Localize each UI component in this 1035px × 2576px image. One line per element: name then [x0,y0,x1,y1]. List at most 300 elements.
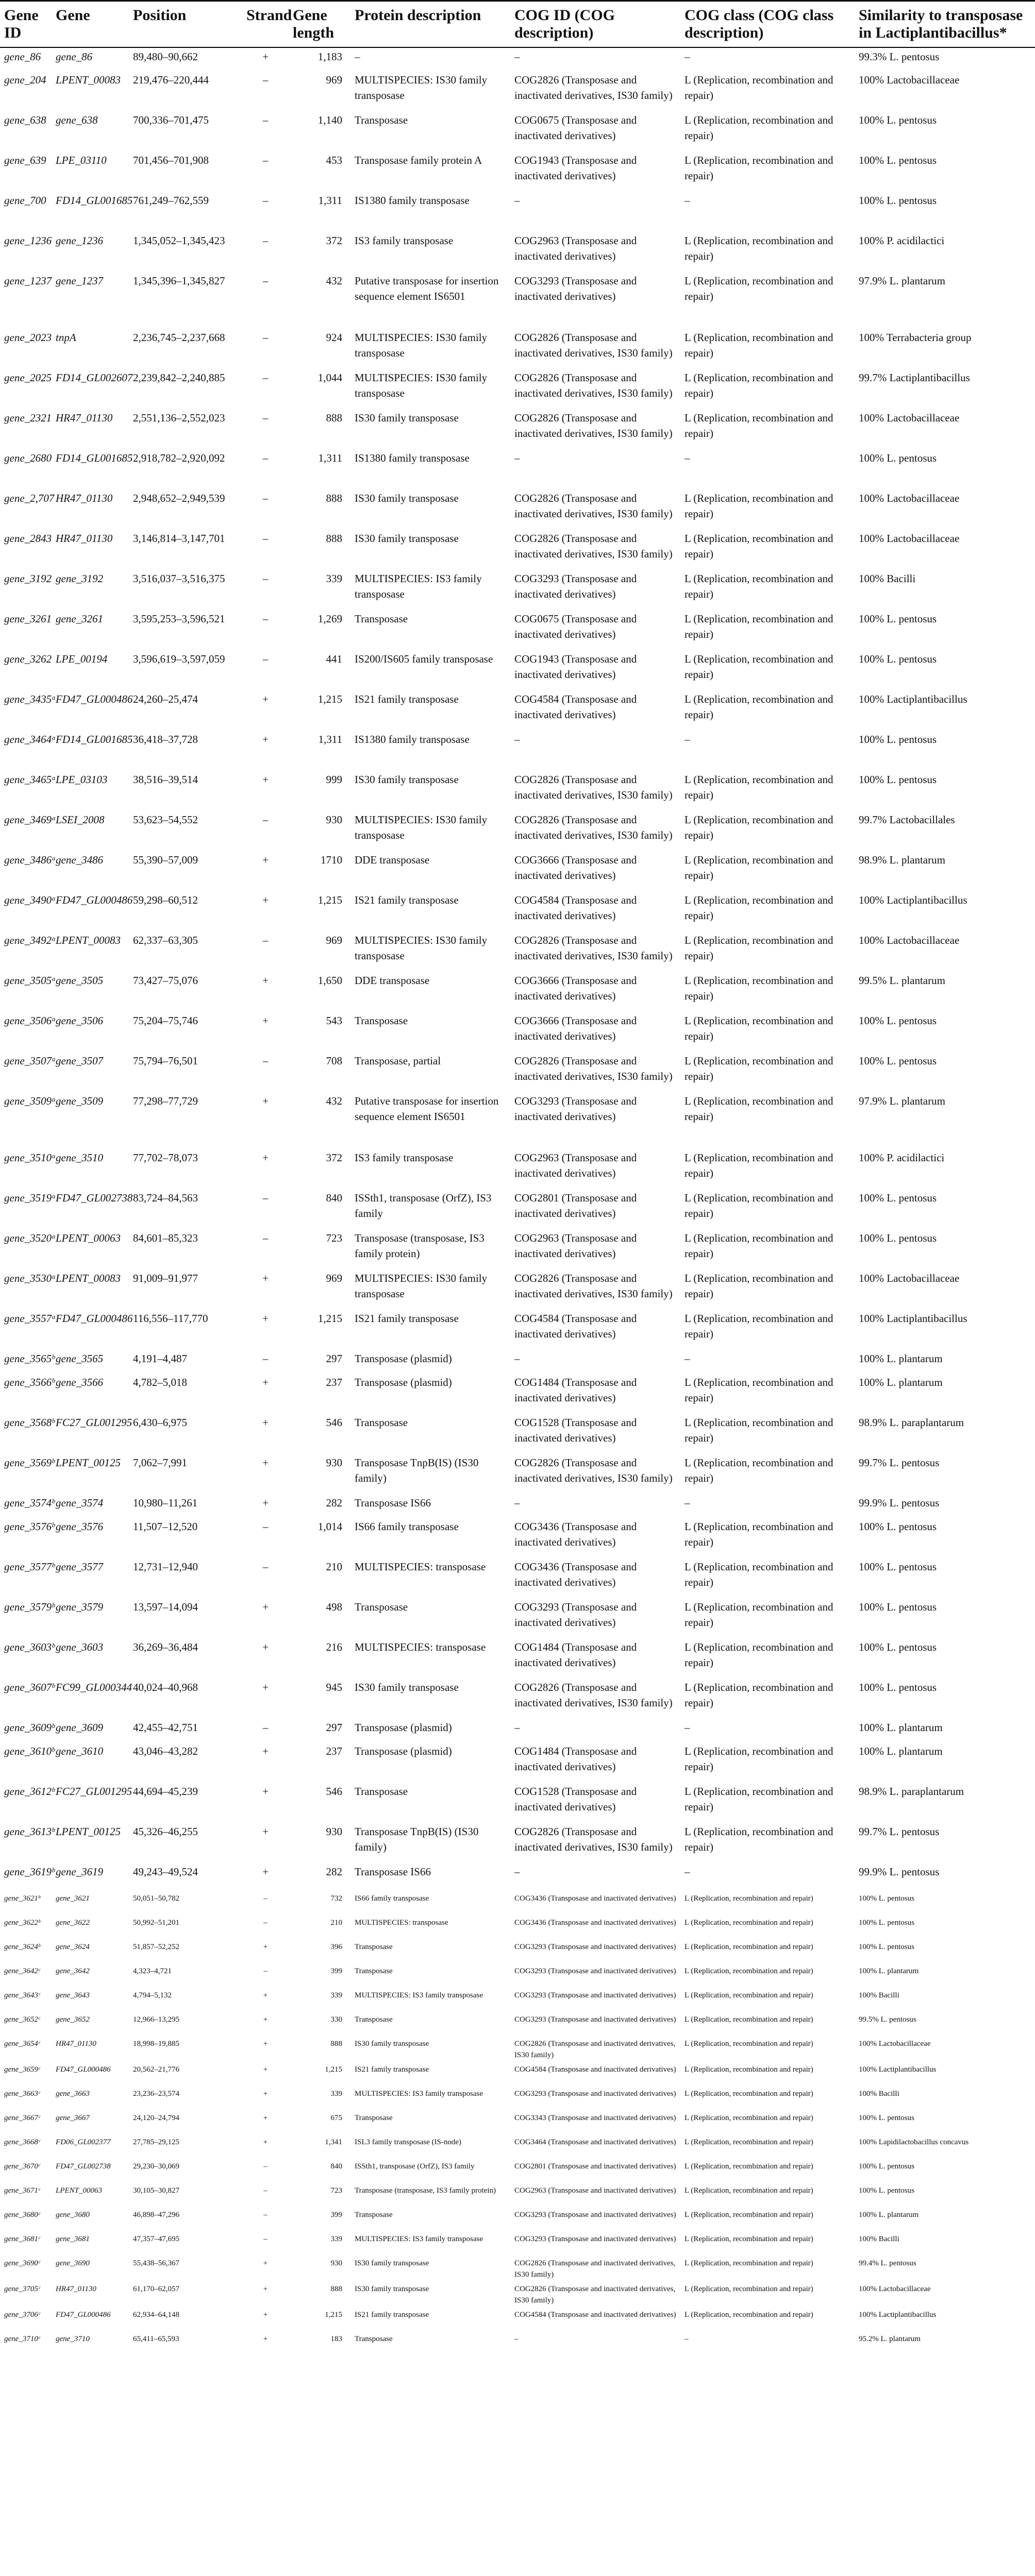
cell-gene-id: gene_3609ᵇ [4,1721,55,1734]
cell-protein-description: IS21 family transposase [355,2065,429,2074]
cell-protein-description: IS66 family transposase [355,1520,459,1533]
cell-gene-length: 924 [326,331,342,344]
cell-similarity: 99.7% Lactiplantibacillus [859,371,970,384]
cell-gene: gene_3486 [56,854,104,866]
cell-similarity: 99.3% L. pentosus [859,50,940,63]
cell-cog-id: COG2963 (Transposase and inactivated derivatives) [514,1151,637,1179]
cell-gene: gene_3576 [56,1520,104,1533]
cell-gene: LPENT_00083 [56,74,121,86]
cell-gene: LPENT_00083 [56,1272,121,1284]
cell-gene-length: 1,183 [318,50,342,63]
cell-strand: + [262,1866,269,1878]
cell-similarity: 99.9% L. pentosus [859,1497,940,1509]
col-gene: Gene [52,1,129,48]
cell-cog-class: – [685,733,690,745]
cell-gene: FD14_GL001685 [56,733,133,745]
cell-protein-description: IS30 family transposase [355,412,459,424]
cell-gene-id: gene_3690ᶜ [4,2259,40,2267]
cell-protein-description: Putative transposase for insertion sequence element IS6501 [355,1095,499,1123]
cell-cog-class: L (Replication, recombination and repair) [685,1376,833,1404]
cell-cog-class: – [685,1352,690,1365]
cell-gene-id: gene_3192 [4,572,52,585]
cell-gene-id: gene_3652ᶜ [4,2015,40,2024]
cell-protein-description: MULTISPECIES: transposase [355,1561,486,1573]
cell-cog-class: L (Replication, recombination and repair) [685,412,833,439]
table-row [0,1189,1035,1229]
cell-gene: gene_3652 [56,2015,90,2024]
cell-cog-class: L (Replication, recombination and repair) [685,1967,813,1975]
cell-cog-id: COG2826 (Transposase and inactivated derivatives, IS30 family) [514,1681,673,1709]
cell-gene: gene_3566 [56,1376,104,1388]
cell-similarity: 100% Bacilli [859,1991,899,1999]
cell-cog-id: COG4584 (Transposase and inactivated derivatives) [514,2065,676,2074]
cell-similarity: 100% Lactiplantibacillus [859,693,967,705]
header-row [0,1,1035,48]
cell-similarity: 100% Lactobacillaceae [859,934,960,946]
cell-cog-class: – [685,1866,690,1878]
cell-cog-id: COG2826 (Transposase and inactivated derivatives, IS30 family) [514,412,673,439]
table-row [0,1863,1035,1890]
cell-gene-id: gene_3505ᵃ [4,974,56,987]
table-row [0,2035,1035,2061]
cell-position: 1,345,052–1,345,423 [133,234,225,247]
cell-gene: gene_3609 [56,1721,104,1734]
col-position: Position [129,1,242,48]
cell-strand: – [263,1919,268,1927]
cell-strand: + [262,1785,269,1798]
cell-gene-id: gene_3681ᶜ [4,2235,40,2243]
cell-strand: – [263,2162,268,2171]
cell-gene-id: gene_3670ᶜ [4,2162,40,2171]
cell-protein-description: MULTISPECIES: IS3 family transposase [355,2235,483,2243]
cell-position: 12,731–12,940 [133,1561,198,1573]
cell-protein-description: IS21 family transposase [355,2311,429,2319]
cell-similarity: 99.5% L. plantarum [859,974,945,987]
cell-position: 2,948,652–2,949,539 [133,492,225,504]
cell-similarity: 100% L. pentosus [859,733,937,745]
cell-cog-class: L (Replication, recombination and repair) [685,154,833,182]
cell-cog-id: COG0675 (Transposase and inactivated derivatives) [514,114,637,142]
cell-similarity: 100% L. plantarum [859,1967,919,1975]
cell-gene-id: gene_3642ᶜ [4,1967,40,1975]
cell-gene-length: 1710 [321,854,342,866]
cell-gene-length: 330 [330,2015,342,2024]
cell-strand: + [263,2259,268,2267]
cell-protein-description: MULTISPECIES: IS30 family transposase [355,74,488,101]
cell-cog-id: COG3293 (Transposase and inactivated derivatives) [514,2090,676,2098]
cell-position: 6,430–6,975 [133,1416,187,1429]
cell-cog-id: – [514,1721,520,1734]
cell-gene: HR47_01130 [56,532,113,545]
cell-gene-length: 210 [326,1561,342,1573]
cell-similarity: 100% Lactobacillaceae [859,74,960,86]
cell-gene-length: 1,215 [325,2311,342,2319]
cell-position: 10,980–11,261 [133,1497,198,1509]
cell-gene-length: 453 [326,154,342,166]
cell-position: 219,476–220,444 [133,74,209,86]
cell-gene-length: 888 [330,2285,342,2293]
cell-cog-id: COG2826 (Transposase and inactivated derivatives, IS30 family) [514,74,673,101]
cell-position: 43,046–43,282 [133,1745,198,1757]
cell-gene-length: 1,215 [318,1312,342,1325]
cell-gene-id: gene_3576ᵇ [4,1520,55,1533]
cell-gene-id: gene_3486ᵃ [4,854,56,866]
cell-gene-id: gene_3520ᵃ [4,1232,56,1244]
cell-gene-length: 432 [326,1095,342,1107]
cell-cog-id: COG2826 (Transposase and inactivated derivatives, IS30 family) [514,2259,676,2279]
cell-gene-id: gene_3603ᵇ [4,1641,55,1653]
cell-gene-length: 1,311 [318,733,342,745]
cell-gene-id: gene_3622ᵇ [4,1919,40,1927]
cell-position: 23,236–23,574 [133,2090,179,2098]
cell-gene-length: 399 [330,1967,342,1975]
cell-cog-class: – [685,50,690,63]
cell-gene-length: 396 [330,1943,342,1951]
cell-position: 40,024–40,968 [133,1681,198,1693]
cell-gene: FD06_GL002377 [56,2138,111,2146]
table-row [0,1742,1035,1783]
cell-gene: FC27_GL001295 [56,1785,132,1798]
cell-cog-class: L (Replication, recombination and repair) [685,1232,833,1260]
cell-position: 11,507–12,520 [133,1520,198,1533]
cell-cog-class: – [685,2335,689,2343]
cell-position: 18,998–19,885 [133,2040,179,2048]
cell-gene-length: 339 [330,2090,342,2098]
cell-gene: HR47_01130 [56,412,113,424]
cell-similarity: 100% Lactobacillaceae [859,412,960,424]
col-cog-class: COG class (COG class description) [680,1,855,48]
cell-strand: – [263,1894,268,1903]
cell-gene-length: 399 [330,2211,342,2219]
cell-protein-description: Transposase [355,2114,393,2122]
cell-cog-class: L (Replication, recombination and repair) [685,854,833,882]
col-gene-id: Gene ID [0,1,52,48]
cell-protein-description: Transposase (plasmid) [355,1352,452,1365]
table-row [0,2306,1035,2330]
cell-protein-description: IS1380 family transposase [355,194,470,207]
table-row [0,2109,1035,2133]
cell-gene: gene_638 [56,114,98,126]
cell-cog-id: – [514,733,520,745]
cell-cog-class: L (Replication, recombination and repair) [685,2040,813,2048]
cell-similarity: 100% L. pentosus [859,773,937,786]
cell-protein-description: Transposase [355,1943,393,1951]
cell-strand: – [262,1232,269,1244]
table-row [0,731,1035,771]
cell-gene: LSEI_2008 [56,814,105,826]
cell-gene-length: 1,650 [318,974,342,987]
cell-gene-id: gene_1236 [4,234,52,247]
cell-gene: LPE_03110 [56,154,107,166]
cell-gene: gene_1237 [56,275,104,287]
cell-similarity: 100% P. acidilactici [859,1151,945,1164]
cell-cog-class: L (Replication, recombination and repair) [685,492,833,520]
cell-protein-description: MULTISPECIES: IS30 family transposase [355,331,488,359]
cell-gene: FD47_GL000486 [56,693,133,705]
table-row [0,1052,1035,1092]
cell-gene: gene_3507 [56,1055,104,1067]
cell-protein-description: IS3 family transposase [355,234,454,247]
cell-gene: gene_3509 [56,1095,104,1107]
cell-protein-description: Transposase [355,1967,393,1975]
cell-similarity: 100% Lactobacillaceae [859,2040,931,2048]
cell-similarity: 97.9% L. plantarum [859,275,945,287]
cell-protein-description: Transposase (transposase, IS3 family protein) [355,1232,485,1260]
cell-position: 51,857–52,252 [133,1943,179,1951]
cell-strand: + [263,2285,268,2293]
cell-strand: – [262,331,269,344]
cell-gene-id: gene_700 [4,194,46,207]
cell-gene-length: 888 [326,412,342,424]
cell-protein-description: IS30 family transposase [355,2040,429,2048]
cell-similarity: 100% L. pentosus [859,1943,914,1951]
cell-gene-length: 1,215 [318,693,342,705]
cell-cog-class: L (Replication, recombination and repair) [685,1272,833,1300]
cell-cog-class: L (Replication, recombination and repair) [685,2162,813,2171]
table-row [0,972,1035,1012]
cell-cog-id: – [514,1352,520,1365]
cell-similarity: 100% L. pentosus [859,1055,937,1067]
cell-position: 77,298–77,729 [133,1095,198,1107]
cell-protein-description: IS30 family transposase [355,1681,459,1693]
table-row [0,1310,1035,1350]
cell-gene-length: 1,341 [325,2138,342,2146]
cell-cog-class: L (Replication, recombination and repair) [685,2285,813,2293]
cell-strand: – [262,114,269,126]
cell-similarity: 99.5% L. pentosus [859,2015,916,2024]
cell-strand: + [262,974,269,987]
cell-cog-id: COG2963 (Transposase and inactivated derivatives) [514,2187,676,2195]
cell-similarity: 100% L. pentosus [859,653,937,665]
cell-gene-length: 930 [330,2259,342,2267]
cell-gene-length: 339 [330,2235,342,2243]
cell-similarity: 100% Lactobacillaceae [859,1272,960,1284]
cell-strand: + [262,693,269,705]
cell-gene-id: gene_3624ᵇ [4,1943,40,1951]
cell-protein-description: Transposase (plasmid) [355,1745,452,1757]
cell-protein-description: IS30 family transposase [355,492,459,504]
cell-similarity: 100% L. pentosus [859,194,937,207]
cell-cog-class: L (Replication, recombination and repair) [685,814,833,841]
cell-strand: – [262,234,269,247]
cell-similarity: 99.7% L. pentosus [859,1456,940,1469]
cell-strand: – [262,934,269,946]
cell-strand: – [262,275,269,287]
table-row [0,151,1035,192]
cell-protein-description: Putative transposase for insertion sequence element IS6501 [355,275,499,302]
cell-gene-id: gene_3565ᵇ [4,1352,55,1365]
table-row [0,47,1035,71]
table-row [0,449,1035,489]
cell-gene: HR47_01130 [56,492,113,504]
cell-cog-class: L (Replication, recombination and repair) [685,1894,813,1903]
cell-gene-length: 1,215 [318,894,342,906]
cell-gene: gene_3710 [56,2335,90,2343]
cell-gene: FD47_GL000486 [56,2065,111,2074]
cell-gene: gene_3690 [56,2259,90,2267]
cell-cog-class: L (Replication, recombination and repair) [685,1192,833,1219]
cell-cog-id: COG2826 (Transposase and inactivated derivatives, IS30 family) [514,1456,673,1484]
cell-gene: gene_3505 [56,974,104,987]
cell-cog-id: COG3436 (Transposase and inactivated derivatives) [514,1894,676,1903]
col-protein-description: Protein description [350,1,510,48]
cell-strand: + [262,1641,269,1653]
table-row [0,1518,1035,1558]
cell-cog-id: COG3666 (Transposase and inactivated derivatives) [514,1014,637,1042]
cell-gene-id: gene_2,707 [4,492,55,504]
cell-gene: gene_3681 [56,2235,90,2243]
cell-gene: tnpA [56,331,76,344]
table-row [0,2330,1035,2354]
cell-gene-id: gene_3706ᶜ [4,2311,40,2319]
cell-gene: gene_3621 [56,1894,90,1903]
cell-position: 4,794–5,132 [133,1991,172,1999]
cell-protein-description: MULTISPECIES: transposase [355,1919,448,1927]
table-row [0,1229,1035,1269]
cell-cog-id: COG4584 (Transposase and inactivated derivatives) [514,693,637,721]
cell-protein-description: IS21 family transposase [355,1312,459,1325]
table-row [0,891,1035,931]
cell-gene-length: 930 [326,1825,342,1838]
table-body [0,47,1035,2354]
cell-cog-id: COG3666 (Transposase and inactivated derivatives) [514,974,637,1002]
cell-cog-class: L (Replication, recombination and repair) [685,1681,833,1709]
cell-cog-id: COG0675 (Transposase and inactivated derivatives) [514,613,637,640]
col-strand: Strand [242,1,289,48]
cell-gene-id: gene_3569ᵇ [4,1456,55,1469]
cell-protein-description: IS30 family transposase [355,773,459,786]
cell-strand: + [262,1825,269,1838]
table-row [0,1092,1035,1149]
cell-cog-class: L (Replication, recombination and repair) [685,1014,833,1042]
cell-gene: gene_3610 [56,1745,104,1757]
cell-cog-class: L (Replication, recombination and repair) [685,653,833,681]
cell-position: 4,191–4,487 [133,1352,187,1365]
cell-position: 53,623–54,552 [133,814,198,826]
cell-cog-id: COG1484 (Transposase and inactivated derivatives) [514,1745,637,1773]
table-row [0,530,1035,570]
table-row [0,2182,1035,2206]
cell-gene-length: 888 [326,492,342,504]
cell-gene-id: gene_204 [4,74,46,86]
cell-protein-description: Transposase IS66 [355,1866,431,1878]
cell-similarity: 99.7% L. pentosus [859,1825,940,1838]
cell-gene-length: 969 [326,74,342,86]
cell-strand: – [263,1967,268,1975]
cell-cog-id: COG2801 (Transposase and inactivated derivatives) [514,2162,676,2171]
cell-cog-class: L (Replication, recombination and repair) [685,1520,833,1548]
cell-similarity: 100% Lactobacillaceae [859,532,960,545]
cell-gene: gene_3506 [56,1014,104,1027]
cell-cog-class: L (Replication, recombination and repair) [685,532,833,560]
cell-gene-length: 888 [326,532,342,545]
cell-strand: – [262,1352,269,1365]
cell-gene: LPE_03103 [56,773,108,786]
table-row [0,1987,1035,2011]
cell-cog-class: L (Replication, recombination and repair) [685,2015,813,2024]
cell-cog-id: COG2826 (Transposase and inactivated derivatives, IS30 family) [514,934,673,962]
cell-similarity: 99.7% Lactobacillales [859,814,955,826]
cell-gene: gene_3622 [56,1919,90,1927]
cell-similarity: 100% Lactiplantibacillus [859,2311,937,2319]
cell-position: 2,236,745–2,237,668 [133,331,225,344]
cell-cog-id: – [514,452,520,464]
cell-gene-length: 945 [326,1681,342,1693]
cell-gene: FD14_GL002607 [56,371,133,384]
cell-gene: gene_3663 [56,2090,90,2098]
cell-cog-id: COG1528 (Transposase and inactivated derivatives) [514,1416,637,1444]
cell-strand: + [262,1272,269,1284]
cell-gene-length: 675 [330,2114,342,2122]
cell-position: 24,120–24,794 [133,2114,179,2122]
cell-gene-id: gene_3435ᵃ [4,693,56,705]
table-row [0,2158,1035,2182]
cell-gene-length: 723 [330,2187,342,2195]
cell-strand: + [262,1745,269,1757]
col-cog-id: COG ID (COG description) [510,1,680,48]
cell-position: 89,480–90,662 [133,50,198,63]
cell-gene: FD47_GL000486 [56,1312,133,1325]
cell-gene-length: 372 [326,234,342,247]
cell-similarity: 100% Lactobacillaceae [859,2285,931,2293]
cell-gene-length: 930 [326,814,342,826]
cell-gene-id: gene_3490ᵃ [4,894,56,906]
cell-similarity: 100% L. plantarum [859,1745,943,1757]
cell-cog-class: – [685,194,690,207]
cell-strand: – [262,1721,269,1734]
table-row [0,1679,1035,1719]
cell-position: 47,357–47,695 [133,2235,179,2243]
cell-cog-class: L (Replication, recombination and repair) [685,572,833,600]
cell-similarity: 100% L. pentosus [859,1601,937,1613]
cell-similarity: 100% L. pentosus [859,1561,937,1573]
cell-position: 27,785–29,125 [133,2138,179,2146]
cell-gene-id: gene_2843 [4,532,52,545]
cell-cog-class: L (Replication, recombination and repair) [685,1601,833,1629]
cell-protein-description: Transposase (plasmid) [355,1721,452,1734]
cell-protein-description: IS200/IS605 family transposase [355,653,493,665]
cell-strand: + [262,1497,269,1509]
cell-gene-id: gene_3262 [4,653,52,665]
cell-similarity: 100% L. pentosus [859,2114,914,2122]
table-row [0,1012,1035,1052]
cell-protein-description: Transposase family protein A [355,154,482,166]
cell-cog-id: COG3464 (Transposase and inactivated derivatives) [514,2138,676,2146]
cell-gene-id: gene_3465ᵃ [4,773,56,786]
cell-gene: gene_1236 [56,234,104,247]
cell-gene: gene_3680 [56,2211,90,2219]
cell-protein-description: Transposase [355,2015,393,2024]
cell-similarity: 100% L. pentosus [859,1894,914,1903]
table-row [0,2255,1035,2280]
cell-gene: gene_3579 [56,1601,104,1613]
cell-gene-id: gene_3469ᵃ [4,814,56,826]
cell-position: 761,249–762,559 [133,194,209,207]
cell-cog-id: COG3436 (Transposase and inactivated derivatives) [514,1919,676,1927]
cell-gene: gene_3577 [56,1561,104,1573]
cell-gene: LPENT_00063 [56,2187,103,2195]
cell-cog-id: COG2826 (Transposase and inactivated derivatives, IS30 family) [514,814,673,841]
cell-protein-description: MULTISPECIES: IS3 family transposase [355,572,482,600]
cell-strand: + [262,1376,269,1388]
cell-strand: – [263,2187,268,2195]
cell-similarity: 100% L. plantarum [859,1352,943,1365]
table-row [0,1269,1035,1310]
cell-strand: + [262,1014,269,1027]
cell-gene-id: gene_1237 [4,275,52,287]
cell-protein-description: – [355,50,360,63]
cell-cog-class: L (Replication, recombination and repair) [685,613,833,640]
